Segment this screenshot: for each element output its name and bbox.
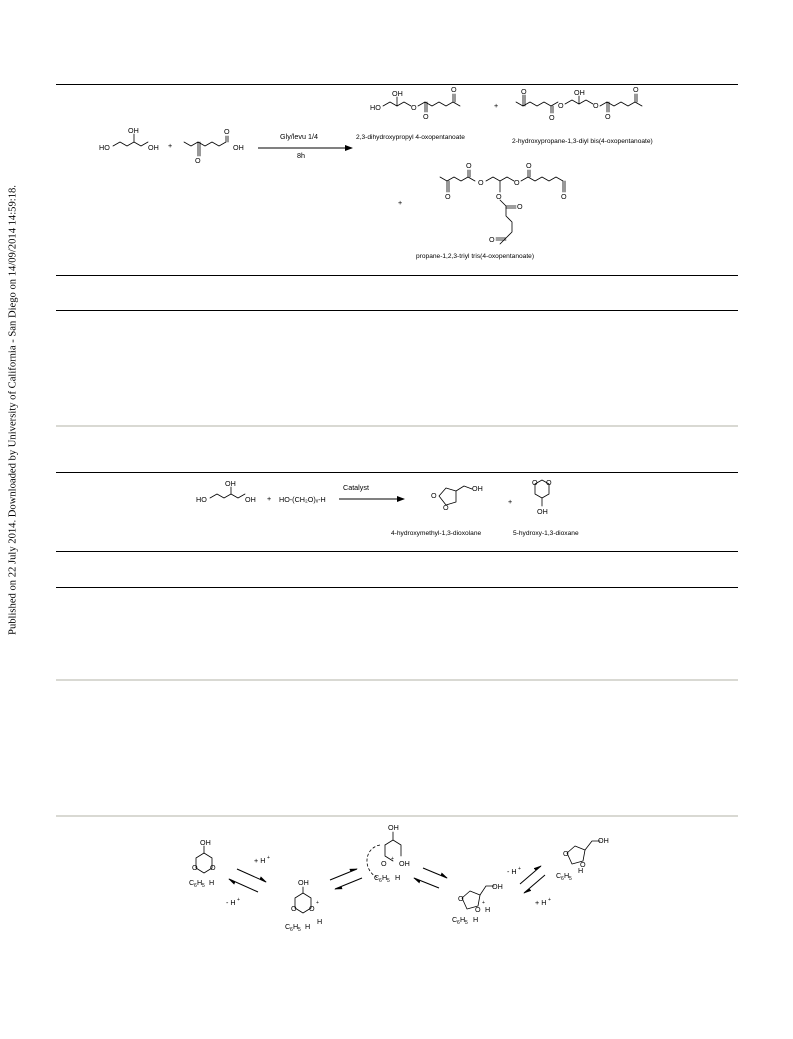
svg-text:H: H: [473, 915, 479, 924]
svg-text:O: O: [514, 178, 520, 187]
svg-text:H: H: [305, 922, 311, 931]
svg-text:OH: OH: [225, 479, 236, 488]
svg-text:+: +: [518, 866, 521, 872]
svg-text:O: O: [517, 202, 523, 211]
svg-text:6: 6: [290, 927, 293, 933]
svg-text:OH: OH: [148, 143, 159, 152]
svg-text:+ H: + H: [535, 898, 547, 907]
svg-text:O: O: [381, 859, 387, 868]
svg-text:H: H: [485, 905, 491, 914]
svg-text:+: +: [482, 900, 485, 906]
product2-name: 2-hydroxypropane-1,3-diyl bis(4-oxopentanoate): [512, 138, 653, 145]
svg-text:H: H: [209, 878, 215, 887]
svg-text:H: H: [293, 922, 299, 931]
svg-text:O: O: [532, 478, 538, 487]
svg-text:+: +: [398, 198, 403, 207]
svg-text:O: O: [224, 127, 230, 136]
svg-text:+: +: [316, 900, 319, 906]
svg-text:HO: HO: [99, 143, 110, 152]
scheme2-catalyst: Catalyst: [343, 483, 369, 492]
svg-text:O: O: [291, 904, 297, 913]
svg-text:6: 6: [561, 876, 564, 882]
svg-text:O: O: [210, 863, 216, 872]
svg-text:C: C: [556, 871, 562, 880]
svg-text:O: O: [478, 178, 484, 187]
svg-text:O: O: [466, 161, 472, 170]
svg-text:O: O: [458, 894, 464, 903]
scheme3: [189, 823, 609, 933]
svg-text:+: +: [391, 856, 394, 862]
product3-name: propane-1,2,3-triyl tris(4-oxopentanoate): [416, 253, 535, 260]
dioxane-name: 5-hydroxy-1,3-dioxane: [513, 530, 579, 537]
svg-text:OH: OH: [298, 878, 309, 887]
svg-text:5: 5: [465, 920, 468, 926]
svg-text:O: O: [561, 192, 567, 201]
svg-text:O: O: [411, 103, 417, 112]
dioxolane-name: 4-hydroxymethyl-1,3-dioxolane: [391, 530, 482, 537]
svg-text:O: O: [558, 101, 564, 110]
scheme2: [196, 478, 579, 537]
protonated-dioxolane: [452, 882, 503, 926]
ring-opening-intermediate: [367, 823, 410, 884]
svg-text:O: O: [521, 87, 527, 96]
svg-text:+: +: [267, 494, 272, 503]
svg-text:C: C: [285, 922, 291, 931]
svg-text:OH: OH: [492, 882, 503, 891]
svg-text:O: O: [580, 860, 586, 869]
svg-text:- H: - H: [507, 867, 517, 876]
protonated-dioxane: [285, 878, 322, 933]
svg-text:H: H: [578, 866, 584, 875]
svg-text:O: O: [475, 905, 481, 914]
svg-text:O: O: [526, 161, 532, 170]
svg-text:5: 5: [569, 876, 572, 882]
svg-text:O: O: [443, 503, 449, 512]
svg-text:O: O: [309, 904, 315, 913]
product1-structure: [370, 85, 460, 121]
product2-structure: [516, 85, 642, 122]
svg-text:OH: OH: [472, 484, 483, 493]
dioxane-structure: [532, 478, 552, 516]
svg-text:H: H: [317, 917, 323, 926]
product3-structure: [440, 161, 567, 244]
scheme1-condition-top: Gly/levu 1/4: [280, 132, 318, 141]
svg-text:OH: OH: [392, 89, 403, 98]
svg-text:C: C: [452, 915, 458, 924]
svg-text:HO: HO: [196, 495, 207, 504]
glycerol-structure: [99, 126, 159, 152]
svg-text:OH: OH: [574, 88, 585, 97]
benzylidene-dioxolane: [556, 836, 609, 882]
svg-text:O: O: [496, 192, 502, 201]
svg-text:O: O: [195, 156, 201, 165]
glycerol-structure-2: [196, 479, 256, 504]
svg-text:6: 6: [457, 920, 460, 926]
formaldehyde-reagent: HO-(CH₂O)ₓ-H: [279, 495, 326, 504]
svg-text:H: H: [460, 915, 466, 924]
svg-text:OH: OH: [598, 836, 609, 845]
svg-text:HO: HO: [370, 103, 381, 112]
product1-name: 2,3-dihydroxypropyl 4-oxopentanoate: [356, 134, 465, 141]
svg-text:O: O: [546, 478, 552, 487]
svg-text:6: 6: [379, 878, 382, 884]
svg-text:H: H: [564, 871, 570, 880]
svg-text:O: O: [489, 235, 495, 244]
svg-text:OH: OH: [200, 838, 211, 847]
svg-text:- H: - H: [226, 898, 236, 907]
svg-text:OH: OH: [537, 507, 548, 516]
svg-text:OH: OH: [388, 823, 399, 832]
svg-text:6: 6: [194, 883, 197, 889]
dioxolane-structure: [431, 484, 483, 512]
svg-text:+: +: [237, 897, 240, 903]
svg-text:+: +: [267, 855, 270, 861]
svg-text:O: O: [451, 85, 457, 94]
svg-text:H: H: [382, 873, 388, 882]
benzylidene-dioxane: [189, 838, 216, 889]
svg-text:H: H: [197, 878, 203, 887]
svg-text:OH: OH: [245, 495, 256, 504]
svg-text:C: C: [374, 873, 380, 882]
svg-text:O: O: [633, 85, 639, 94]
svg-text:+: +: [548, 897, 551, 903]
svg-text:O: O: [431, 491, 437, 500]
svg-text:H: H: [395, 873, 401, 882]
svg-text:OH: OH: [128, 126, 139, 135]
svg-text:+: +: [508, 497, 513, 506]
svg-text:5: 5: [298, 927, 301, 933]
download-notice: Published on 22 July 2014. Downloaded by University of California - San Diego on 14/09/2014 14:59:18.: [7, 185, 19, 635]
svg-text:O: O: [423, 112, 429, 121]
svg-text:+: +: [168, 141, 173, 150]
svg-text:5: 5: [387, 878, 390, 884]
svg-text:O: O: [563, 849, 569, 858]
svg-text:5: 5: [202, 883, 205, 889]
levulinic-acid-structure: [184, 127, 244, 165]
svg-text:O: O: [605, 112, 611, 121]
svg-text:O: O: [593, 101, 599, 110]
svg-text:OH: OH: [233, 143, 244, 152]
svg-text:O: O: [192, 863, 198, 872]
svg-text:C: C: [189, 878, 195, 887]
scheme1-condition-bottom: 8h: [297, 151, 305, 160]
svg-text:+ H: + H: [254, 856, 266, 865]
svg-text:O: O: [445, 192, 451, 201]
svg-text:OH: OH: [399, 859, 410, 868]
svg-text:+: +: [494, 101, 499, 110]
svg-text:O: O: [549, 113, 555, 122]
scheme1: [99, 85, 653, 260]
